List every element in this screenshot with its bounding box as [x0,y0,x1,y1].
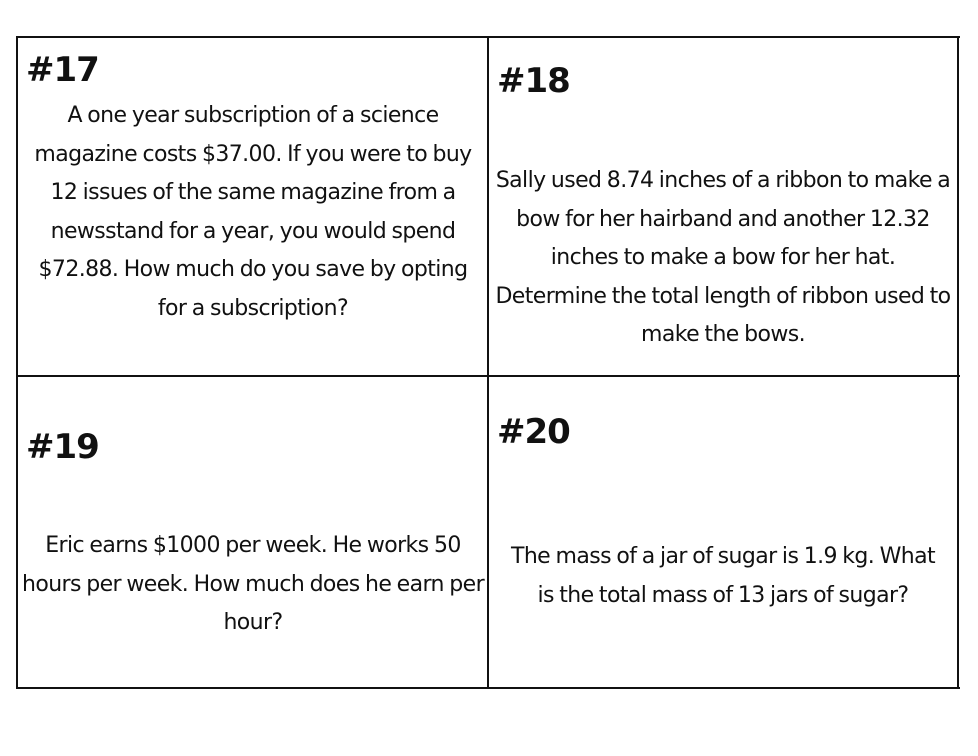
card-number: #17 [26,50,99,90]
grid-border-right [957,36,959,689]
card-number: #19 [26,427,99,467]
card-question: The mass of a jar of sugar is 1.9 kg. What is the total mass of 13 jars of sugar? [511,544,935,608]
task-card-19 [18,377,487,687]
task-card-20 [489,377,957,687]
card-question: Sally used 8.74 inches of a ribbon to make a bow for her hairband and another 12.32 inches to make a bow for her hat. Determine the total length of ribbon used to make the bows. [495,168,951,347]
task-card-17 [18,38,487,375]
card-question: A one year subscription of a science magazine costs $37.00. If you were to buy 12 issues of the same magazine from a newsstand for a year, you would spend $72.88. How much do you save by opting for a subscription? [34,103,472,321]
card-number: #18 [497,61,570,101]
card-question: Eric earns $1000 per week. He works 50 hours per week. How much does he earn per hour? [22,533,485,635]
task-card-18 [489,38,957,375]
card-number: #20 [497,412,570,452]
